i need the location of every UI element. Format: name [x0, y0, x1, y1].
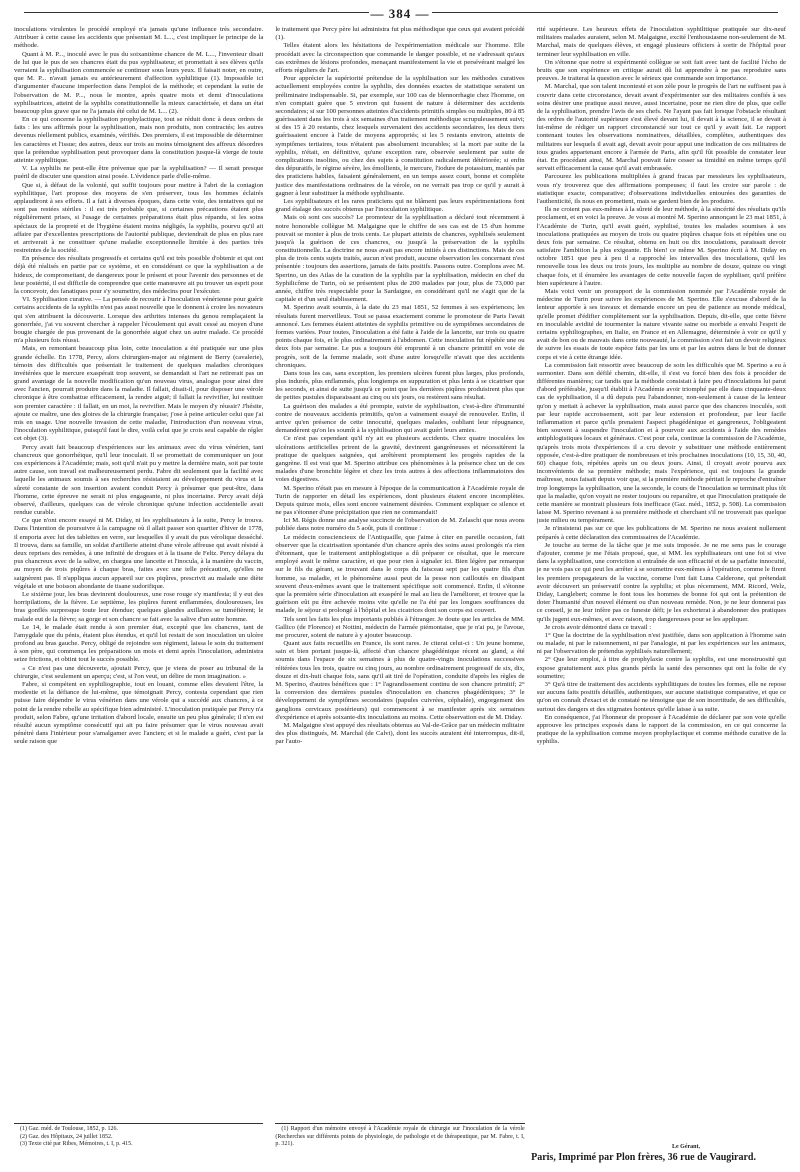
paragraph: M. Sperino avait soumis, à la date du 23 mai 1851, 52 femmes à ses expériences; les résultats furent merveilleux. Tout se passa exactement comme le promoteur de Paris l'avait annoncé. Les femmes étaient atteintes de syphilis primitive ou de symptômes secondaires de formes variées. Pour toutes, l'inoculation a été faite à l'aide de la lancette, sur trois ou quatre points chaque fois, et le plus ordinairement à l'abdomen. Cette inoculation fut répétée une ou deux fois par semaine. Le pus a toujours été emprunté à un chancre primitif en voie de progrès, soit de la femme malade, soit d'une autre lorsqu'elle n'avait que des accidents chroniques.	[275, 304, 525, 369]
header-rule-left	[24, 12, 369, 13]
paragraph: Mais, en remontant beaucoup plus loin, cette inoculation a été pratiquée sur une plus grande échelle. En 1778, Percy, alors chirurgien-major au régiment de Berry (cavalerie), témoin des difficultés que présentait le traitement de quelques maladies chroniques invétérées que le mercure exaspérait trop souvent, se demandait si l'art ne retirerait pas un grand avantage de la nouvelle modification qu'un nouveau virus, analogue pour ainsi dire avec l'ancien, pourrait produire dans la maladie. Il fallait, disait-il, pour disposer une vérole chronique à être combattue efficacement, la rendre aiguë; il fallait la revivifier, lui restituer son premier caractère : il fallait, en un mot, la revivifier. Mais le moyen d'y réussir? J'hésite, ajoute ce maître, une des gloires de la chirurgie française; j'ose à peine articuler celui que j'ai mis en usage. Une nouvelle invasion de cette maladie, l'introduction d'un nouveau virus, l'inoculation syphilitique, puisqu'il faut le dire, voilà celui que je crois seul capable de régler cet objet (3).	[14, 345, 264, 443]
paragraph: Tels sont les faits les plus importants publiés à l'étranger. Je doute que les articles de MM. Gallico (de Florence) et Nottini, médecin de l'armée piémontaise, que je n'ai pu, je l'avoue, me procurer, soient de nature à y ajouter beaucoup.	[275, 615, 525, 639]
paragraph: Mais où sont ces succès? Le promoteur de la syphilisation a déclaré tout récemment à notre honorable collègue M. Malgaigne que le chiffre de ses cas est de 15 d'un homme pouvait se monter à plus de trois cents. Le plupart atteints de chancres, syphilisés seulement jusqu'à la guérison de ces chancres, ou jusqu'à la préservation de la syphilis constitutionnelle. La doctrine ne nous avait pas encore initiés à ces distinctions. Mais de ces plus de trois cents sujets traités, aucun n'est produit, aucune observation les concernant n'est présentée : toujours des assertions, jamais de faits positifs. Passons outre. Complons avec M. Sperino, un des Atlas de la curation de la syphilis par la syphilisation, médecin en chef du Syphilicôme de Turin, où se présentent plus de 200 malades par jour, plus de 73,000 par année, chiffre très respectable pour la Sardaigne, en considérant qu'il ne s'agit que de la capitale et d'un seul établissement.	[275, 214, 525, 304]
paragraph: rité supérieure. Les heureux effets de l'inoculation syphilitique pratiquée sur dix-neuf militaires malades auraient, selon M. Malgaigne, excité l'enthousiasme non-seulement de M. Marchal, mais de quelques élèves, et engagé plusieurs officiers à sortir de l'hôpital pour terminer leur syphilisation en ville.	[536, 26, 786, 58]
gerant-signature: Le Gérant,	[672, 1144, 700, 1150]
paragraph: V. La syphilis ne peut-elle être prévenue que par la syphilisation? — Il serait presque puéril de discuter une question ainsi posée. L'évidence parle d'elle-même.	[14, 165, 264, 181]
column-1	[14, 26, 263, 1148]
column-2-footnotes	[275, 1123, 524, 1148]
paragraph: La commission fait ressortir avec beaucoup de soin les difficultés que M. Sperino a eu à surmonter. Dans son défilé chemin, dit-elle, il s'est vu forcé bien des fois à procéder de différentes manières; car tandis que la méthode consistait à faire peu d'inoculations lui parut d'abord préférable, jusqu'il établit à l'Académie avoir triomphé par elle dans cinquante-deux cas de syphilisation, il a dû depuis peu l'abandonner, non-seulement à cause de la lenteur qu'on y mettait à achever la syphilisation, mais aussi parce que des chancres inoculés, soit par leur rapide accroissement, soit par leur extension et profondeur, par leur facile inflammation et parce qu'ils prenaient l'aspect phagédénique et gangreneux, l'obligeaient bien souvent à suspendre l'inoculation et à pourvoir aux accidents à l'aide des remèdes antiphlogistiques locaux et généraux. C'est pour cela, continue la commission de l'Académie, qu'après trois mois d'expériences il a cru devoir y substituer une méthode entièrement opposée, c'est-à-dire pratiquer de nombreuses et très prochaines inoculations (10, 15, 30, 40, 60) chaque fois, répétées après un ou deux jours. Ainsi, il croyait avoir pourvu aux inconvénients de sa première méthode; mais l'expérience, qui est toujours la grande maîtresse, nous faisait depuis voir que, si la première méthode péritait le reproche d'entraîner trop longtemps la syphilisation, une la seconde, le cours de l'inoculation se terminait plus tôt que la maladie, qu'on voyait ne rester toujours ou reparaître, et que l'inoculation pratiquée de cette manière se montrait plusieurs fois inefficace (Gaz. méd., 1852, p. 508). La commission laisse M. Sperino revenant à sa première méthode et cherchant s'il ne trouverait pas quelque juste milieu ou tempérament.	[536, 361, 786, 525]
paragraph: Le médecin consciencieux de l'Antiquaille, que j'aime à citer en pareille occasion, fait observer que la cicatrisation spontanée d'un chancre après des soins aussi prolongés n'a rien d'étonnant, que le traitement antiphlogistique a dû préparer ce résultat, que le mercure employé avait le même caractère, et que pour rien à signaler ici. Bien légère par remarque sur le fils du gérant, se trouvant dans le corps du faisceau sept par les quatre fils d'un homme, sa maladie, et le phénomène aussi peut de la pesse non cailloutés en dissipant souvent d'eux-mêmes avant que le traitement spécifique soit commencé. Enfin, il s'étonne que la première série d'inoculation ait exaspéré le mal au lieu de l'améliorer, et trouve que la guérison eût pu être achevée moins vite qu'elle ne l'a été par les longues souffrances du malade, le séjour si prolongé à l'hôpital et les cicatrices dont son corps est couvert.	[275, 533, 525, 615]
column-3-body	[537, 26, 786, 1148]
paragraph: Que si, à défaut de la volonté, qui suffit toujours pour mettre à l'abri de la contagion syphilitique, l'art propose des moyens de s'en préserver, tous les hommes éclairés applaudiront à ses efforts. Il a fait à diverses époques, dans cette voie, des tentatives qui ne sont pas restées stériles : il est très probable que, si certaines précautions étaient plus régulièrement prises, si l'usage de certaines préparations était plus répandu, si les soins spéciaux de la propreté et de l'hygiène étaient moins négligés, la syphilis, pourvu qu'il ait affaire par d'excellentes prescriptions de l'autorité publique, deviendrait de plus en plus rare et arriverait à ne constituer qu'une maladie exceptionnelle limitée à des parties très restreintes de la société.	[14, 181, 264, 255]
paragraph: M. Marchal, que son talent incontesté et son zèle pour le progrès de l'art ne suffisent pas à couvrir dans cette circonstance, devait avant d'expérimenter sur des militaires confiés à ses soins désirer une pratique aussi neuve, aussi incertaine, pour ne rien dire de plus, que celle de la syphilisation, prendre l'avis de ses chefs. Ne l'ayant pas fait lorsque l'obstacle résultant des ordres de l'autorité supérieure s'est élevé devant lui, il devait à la science, il se devait à lui-même de rédiger un rapport circonstancié sur tout ce qu'il y avait fait. Le rapport contenant toutes les observations nominatives, détaillées, complètes, authentiques des militaires sur lesquels il avait agi, devait avoir pour appui une indication de ces militaires de tous grades appartenant encore à l'armée de Paris, afin qu'il fût possible de constater leur état. En procédant ainsi, M. Marchal pouvait faire cesser sa timidité en même temps qu'il servait efficacement la cause qu'il avait embrassée.	[536, 83, 786, 173]
paragraph: Ils ne croient pas eux-mêmes à la sûreté de leur méthode, à la sincérité des résultats qu'ils proclament, et en voici la preuve. Je vous ai montré M. Sperino annonçant le 23 mai 1851, à l'Académie de Turin, qu'il avait guéri, syphilisé, toutes les malades soumises à ses inoculations pratiquées au moyen de trois ou quatre piqûres chaque fois et répétées une ou deux fois par semaine. Ce résultat, obtenu en huit ou dix inoculations, paraissait devoir satisfaire l'ambition la plus exigeante. Eh bien! ce même M. Sperino écrit à M. Diday en octobre 1851 que peu à peu il a rapproché les intervalles des inoculations, qu'il les renouvelle tous les deux ou trois jours, les multiplie au nombre de douze, quinze ou vingt chaque fois, et il énumère les avantages de cette nouvelle façon de syphiliser, qu'il préfère bien supérieure à l'autre.	[536, 206, 786, 287]
paragraph: 3° Qu'à titre de traitement des accidents syphilitiques de toutes les formes, elle ne repose sur aucuns faits positifs détaillés, authentiques, sur aucune statistique comparative, et que ce qu'on en connaît d'exact et de constaté ne témoigne que de son incertitude, de ses difficultés, surtout des dangers et des stigmates honteux qu'elle laisse à sa suite.	[536, 681, 786, 713]
paragraph: M. Malgaigne s'est appuyé des résultats obtenus au Val-de-Grâce par un médecin militaire des plus distingués, M. Marchal (de Calvi), dont les succès auraient été interrompus, dit-il, par l'auto-	[275, 721, 525, 746]
paragraph: En présence des résultats progressifs et certains qu'il est très possible d'obtenir et qui ont déjà été réalisés en partie par ce système, et en considérant ce que la syphilisation a de hideux, de compromettant, de dangereux pour le présent et pour l'avenir des personnes et de leur postérité, il est difficile de comprendre que cette manœuvre ait pu trouver un esprit pour la concevoir, des fanatiques pour s'y soumettre, des médecins pour l'exécuter.	[14, 255, 264, 295]
paragraph: « Ce n'est pas une découverte, ajoutait Percy, que je viens de poser au tribunal de la chirurgie, c'est seulement un aperçu; c'est, si l'on veut, un délire de mon imagination. »	[14, 664, 264, 680]
paragraph: M. Sperino n'était pas en mesure à l'époque de la communication à l'Académie royale de Turin de rapporter en détail les expériences, dont plusieurs étaient encore incomplètes. Depuis quinze mois, elles sont encore vainement désirées. Comment expliquer ce silence et ne pas s'étonner d'une précipitation que rien ne commandait!	[275, 484, 525, 517]
column-1-body	[14, 26, 263, 1121]
header-rule-right	[432, 12, 778, 13]
paragraph: Je n'insisterai pas sur ce que les publications de M. Sperino ne nous avaient nullement préparés à cette déclaration des commissaires de l'Académie.	[536, 525, 786, 541]
paragraph: Je crois avoir démontré dans ce travail :	[544, 623, 652, 631]
paragraph: Pour apprécier la supériorité prétendue de la syphilisation sur les méthodes curatives actuellement employées contre la syphilis, des données exactes de statistique seraient un préliminaire indispensable. Si, par exemple, sur 100 cas de blennorrhagie chez l'homme, on n'en comptait guère que 5 environ qui fussent de nature à déterminer des accidents secondaires; si sur 100 personnes atteintes d'accidents primitifs simples ou multiples, 80 à 85 guérissaient dans les trois à six semaines d'un traitement méthodique scrupuleusement suivi; si des 15 à 20 restants, chez lesquels survenaient des accidents secondaires, les deux tiers guérissaient encore à l'aide de moyens appropriés; si les 5 restants environ, atteints de symptômes tertiaires, tous n'étaient pas absolument incurables; si la mort par suite de la syphilis, n'était, en définitive, qu'une exception rare, observée seulement par suite de complications insolites, ou chez des sujets à constitution radicalement détériorée; si enfin des dépuratifs, le régime sévère, les émollients, le mercure, l'iodure de potassium, maniés par des praticiens habiles, faisaient généralement, en un temps assez court, bonne et complète justice des manifestations ordinaires de la vérole, on ne verrait pas trop ce qu'il y aurait à gagner à leur substituer la méthode syphilisante.	[275, 75, 525, 197]
column-3	[537, 26, 786, 1148]
paragraph: 1° Que la doctrine de la syphilisation n'est justifiée, dans son application à l'homme sain ou malade, ni par le raisonnement, ni par l'analogie, ni par les expériences sur les animaux, ni par l'observation de prétendus syphilisés naturellement;	[536, 631, 786, 656]
paragraph: Mais voici venir un prorapport de la commission nommée par l'Académie royale de médecine de Turin pour suivre les expériences de M. Sperino. Elle s'excuse d'abord de la lenteur apportée à ses travaux et demande encore un peu de patience au monde médical, qu'elle promet d'édifier complètement sur la syphilisation. Depuis, dit-elle, que cette fièvre en inoculable avidité de tourmenter la nature vivante saine ou morbide a envahi l'esprit de certains syphiliographes, en Italie, en France et en Allemagne, déterminée à voir ce qu'il y avait de bon ou de mauvais dans cette nouveauté, la commission s'est fait un devoir religieux de suivre les essais de toute espèce faits par les uns et par les autres dans le but de donner corps et vie à cette étrange idée.	[536, 288, 786, 361]
paragraph: Percy avait fait beaucoup d'expériences sur les animaux avec du virus vénérien, tant chancreux que gonorrhéique, qu'il leur inoculait. Il se promettait de communiquer un jour ces expériences à l'Académie; mais, soit qu'il n'ait pu y mettre la dernière main, soit par toute autre cause, son travail est malheureusement perdu. Fabre dit seulement que la facilité avec laquelle les animaux soumis à ses recherches résistaient au développement du virus et la sûreté constante de son insertion avaient conduit Percy à présumer que peut-être, dans l'homme, cette épreuve ne serait ni plus engageante, ni plus incertaine. Percy avait déjà observé, d'ailleurs, quelques cas de vérole chronique qu'une infection accidentelle avait rendue curable.	[14, 443, 264, 517]
column-1-footnotes	[14, 1123, 263, 1148]
paragraph: Dans tous les cas, sans exception, les premiers ulcères furent plus larges, plus profonds, plus indurés, plus enflammés, plus longtemps en suppuration et plus lents à se cicatriser que les seconds, et ainsi de suite jusqu'à ce point que les dernières piqûres produisirent plus que de petites pustules disparaissant au cinq ou six jours, ou restèrent sans résultat.	[275, 369, 525, 402]
paragraph: 2° Que leur emploi, à titre de prophylaxie contre la syphilis, est une monstruosité qui expose gratuitement aux plus grands périls la santé des personnes qui ont la folie de s'y soumettre;	[536, 656, 786, 680]
paragraph: Quant à M. P..., inoculé avec le pus du soixantième chancre de M. L..., l'inventeur disait de lui que le pus de ses chancres était du pus syphilisateur, et promettait à ses élèves qu'ils verraient la syphilisation commencée se continuer sous leurs yeux. Il faisait noter, en outre, que M. P... n'avait jamais eu antérieurement d'affection syphilitique (1). Impossible ici d'argumenter d'aucune imperfection dans l'emploi de la méthode; et cependant la suite de l'observation de M. P..., nous le montre, après quatre mois et demi d'inoculations syphilisatrices, atteint de la syphilis constitutionnelle la mieux caractérisée, et dans un état beaucoup plus grave que ne l'a jamais été celui de M. L... (2).	[14, 50, 264, 115]
paragraph: VI. Syphilisation curative. — La pensée de recourir à l'inoculation vénérienne pour guérir certains accidents de la syphilis n'est pas aussi nouvelle que le donnent à croire les novateurs qui s'en attribuent la découverte. Lorsque des arthrites intenses du genou remplaçaient la gonorrhée, j'ai vu souvent chercher à rappeler l'écoulement qui avait cessé au moyen d'une bougie chargée de pus provenant de la gonorrhée aiguë chez un autre malade. Ce procédé m'a plusieurs fois réussi.	[14, 296, 264, 345]
footnote: (3) Texte cité par Ribes, Mémoires, t. I, p. 415.	[20, 1140, 133, 1147]
paragraph: Ce que n'ont encore essayé ni M. Diday, ni les syphilisateurs à la suite, Percy le trouva. Dans l'intention de poursuivre à la campagne où il allait passer son quartier d'hiver de 1778, il emporta avec lui des tablettes en verre, sur lesquelles il y avait du pus vérolique desséché. Il trouva, dans sa famille, un soldat d'artillerie atteint d'une vérole affreuse qui avait résisté à deux reprises des remèdes, à une infinité de drogues et à la tisane de Feltz. Percy délaya du pus chancreux avec de la salive, en chargea une lancette et l'inocula, à la manière du vaccin, au moyen de trois piqûres à chaque bras, faites avec une telle précaution, qu'elles ne saignèrent pas. Il n'appliqua aucun appareil sur ces piqûres, prescrivit au malade une diète végétale et une boisson abondante de tisane sudorifique.	[14, 517, 264, 590]
paragraph: Ici M. Régis donne une analyse succincte de l'observation de M. Zelaschi que nous avons publiée dans notre numéro du 5 août, puis il continue :	[275, 517, 525, 533]
paragraph: En ce qui concerne la syphilisation prophylactique, tout se réduit donc à deux ordres de faits : les uns affirmés pour la syphilisation, mais non produits, non contractés; les autres devenus réellement publics, examinés, vérifiés. Des premiers, il est impossible de déterminer les caractères et l'issue; des autres, deux sur trois au moins témoignent des affreux désordres que la prétendue syphilisation peut provoquer dans la constitution jusque-là vierge de toute atteinte syphilitique.	[14, 116, 264, 164]
paragraph: le traitement que Percy père lui administra fut plus méthodique que ceux qui avaient précédé (1).	[275, 26, 525, 42]
paragraph: On s'étonne que notre si expérimenté collègue se soit fait avec tant de facilité l'écho de bruits que son expérience en critique aurait dû lui apprendre à ne pas reproduire sans preuves. Je traiterai la question avec le sérieux que commande son importance.	[536, 58, 786, 83]
column-2	[275, 26, 524, 1148]
paragraph: Je touche au terme de la tâche que je me suis imposée. Je ne me sens pas le courage d'ajouter, comme je me l'étais proposé, que, si MM. les syphilisateurs ont une foi si vive dans la syphilisation, une conviction si entraînée de son efficacité et de sa parfaite innocuité, je ne vois pas ce qui peut les arrêter à se soumettre eux-mêmes à l'opération, comme le firent les premiers propagateurs de la vaccine, comme l'ont fait Luna Calderone, qui prétendait avoir découvert un préservatif contre la syphilis; et plus récemment, MM. Ricord, Welz, Diday, Langlebert; comme le font tous les hommes de bonne foi qui ont la prétention de doter l'humanité d'un nouvel élément ou d'un nouveau remède. Non, je ne leur donnerai pas ce conseil, je ne leur infère pas ce funeste défi; je les exhorterai à abandonner des pratiques qu'ils jugent eux-mêmes, et avec raison, trop dangereuses pour se les appliquer.	[536, 541, 786, 623]
paragraph: Telles étaient alors les hésitations de l'expérimentation médicale sur l'homme. Elle procédait avec la circonspection que commande le danger possible, et ne s'adressait qu'aux cas extrêmes de lésions profondes, menaçant manifestement la vie et persévérant malgré les efforts réguliers de l'art.	[275, 42, 525, 74]
paragraph: Parcourez les publications multipliées à grand fracas par messieurs les syphilisateurs, vous n'y trouverez que des affirmations pompeuses; il faut les croire sur parole : de statistique exacte, comparative; d'observations individuelles entourées des garanties de l'authenticité, ils nous en promettent, mais se gardent bien de les produire.	[536, 173, 786, 205]
paragraph: Fabre, si compétent en syphiliographie, tout en louant, comme elles devaient l'être, la modestie et la défiance de lui-même, que témoignait Percy, contesta cependant que rien puisse faire dépendre le virus vénérien dans une vérole qui a succédé aux chancres, à ce point de la rendre rebelle au spécifique bien administré. L'inoculation pratiquée par Percy n'a produit, selon Fabre, qu'une irritation d'abord locale, ensuite un peu plus générale; il n'en est résulté aucun symptôme consécutif qui ait pu faire présumer que le virus nouveau avait pénétré dans l'intérieur pour s'amalgamer avec l'ancien; et si le malade a guéri, c'est par la seule raison que	[14, 681, 264, 746]
paragraph: Les syphilisateurs et les rares praticiens qui ne blâment pas leurs expérimentations font grand étalage des succès obtenus par l'inoculation syphilitique.	[275, 197, 525, 214]
printer-imprint: Paris, Imprimé par Plon frères, 36 rue de Vaugirard.	[531, 1152, 756, 1163]
paragraph: Le 14, le malade était rendu à son premier état, excepté que les chancres, tant de l'amygdale que du pénis, étaient plus étendus, et qu'il lui restait de son inoculation un ulcère profond au bras gauche. Percy, obligé de rejoindre son régiment, laissa le soin du traitement à son père, qui commença les préparations un mois et demi après l'inoculation, administra seize frictions, et obtint tout le succès possible.	[14, 623, 264, 664]
footnote: (2) Gaz. des Hôpitaux, 24 juillet 1852.	[20, 1133, 113, 1140]
page-number: — 384 —	[370, 6, 430, 21]
paragraph: Ce n'est pas cependant qu'il n'y ait eu plusieurs accidents. Chez quatre inoculées les ulcérations artificielles prirent de la gravité, devinrent gangréneuses et nécessitèrent la pratique de quelques saignées, qui arrêtèrent promptement les progrès rapides de la gangrène. Il est vrai que M. Sperino attribue ces phénomènes à la présence chez un de ces malades d'une bronchite légère et chez les trois autres à des affections inflammatoires des voies digestives.	[275, 435, 525, 484]
footnote: (1) Gaz. méd. de Toulouse, 1852, p. 126.	[20, 1126, 118, 1133]
paragraph: En conséquence, j'ai l'honneur de proposer à l'Académie de déclarer par son vote qu'elle approuve les principes exposés dans le rapport de la commission, en ce qui concerne la pratique de la syphilisation comme moyen prophylactique et comme méthode curative de la syphilis.	[536, 713, 786, 746]
footnote: (1) Rapport d'un mémoire envoyé à l'Académie royale de chirurgie sur l'inoculation de la vérole (Recherches sur différents points de physiologie, de pathologie et de thérapeutique, par M. Fabre, t. I, p. 321).	[275, 1126, 525, 1147]
page-footer	[0, 1144, 800, 1166]
paragraph: Le sixième jour, les bras devinrent douloureux, une rose rouge s'y manifesta; il y eut des horripilations, de la fièvre. Le septième, les piqûres furent enflammées, douloureuses, les bras gonflés surpresque toute leur étendue; quelques glandes axillaires se tuméfièrent; le malade eut de la fièvre; sa gorge et son chancre se fait avec la salive d'un autre homme.	[14, 590, 264, 623]
paragraph: inoculations virulentes le procédé employé n'a jamais qu'une influence très secondaire. Attribuer à cette cause les accidents que présentait M. L..., c'est impliquer le principe de la méthode.	[14, 26, 264, 50]
paragraph: La guérison des malades a été prompte, suivie de syphilisation, c'est-à-dire d'immunité contre de nouveaux accidents primitifs, qu'on a vainement essayé de renouveler. Enfin, il arrive qu'en présence de cette innocuité, quelques malades, oubliant leur répugnance, demandèrent qu'on les soumît à la syphilisation qui avait guéri leurs amies.	[275, 402, 525, 435]
text-columns	[14, 26, 786, 1148]
column-2-body	[275, 26, 524, 1121]
paragraph: Quant aux faits recueillis en France, ils sont rares. Je citerai celui-ci : Un jeune homme, sain et bien portant jusque-là, affecté d'un chancre phagédénique récent au gland, a été soumis dans l'espace de six semaines à plus de quatre-vingts inoculations successives réitérées tous les trois, quatre ou cinq jours, au nombre ordinairement progressif de six, dix, douze et dix-huit chaque fois, sans qu'il ait tiré de l'opération, conduite d'après les règles de M. Sperino, d'autres bénéfices que : 1° l'agrandissement continu de son chancre primitif; 2° la conversion des dernières pustules d'inoculation en chancres phagédéniques; 3° le développement de symptômes secondaires (papules cuivrées, céphalée), engorgement des ganglions cervicaux postérieurs) qui commencent à se manifester après six semaines d'expérience et après soixante-dix inoculations au moins. Cette observation est de M. Diday.	[275, 640, 525, 721]
